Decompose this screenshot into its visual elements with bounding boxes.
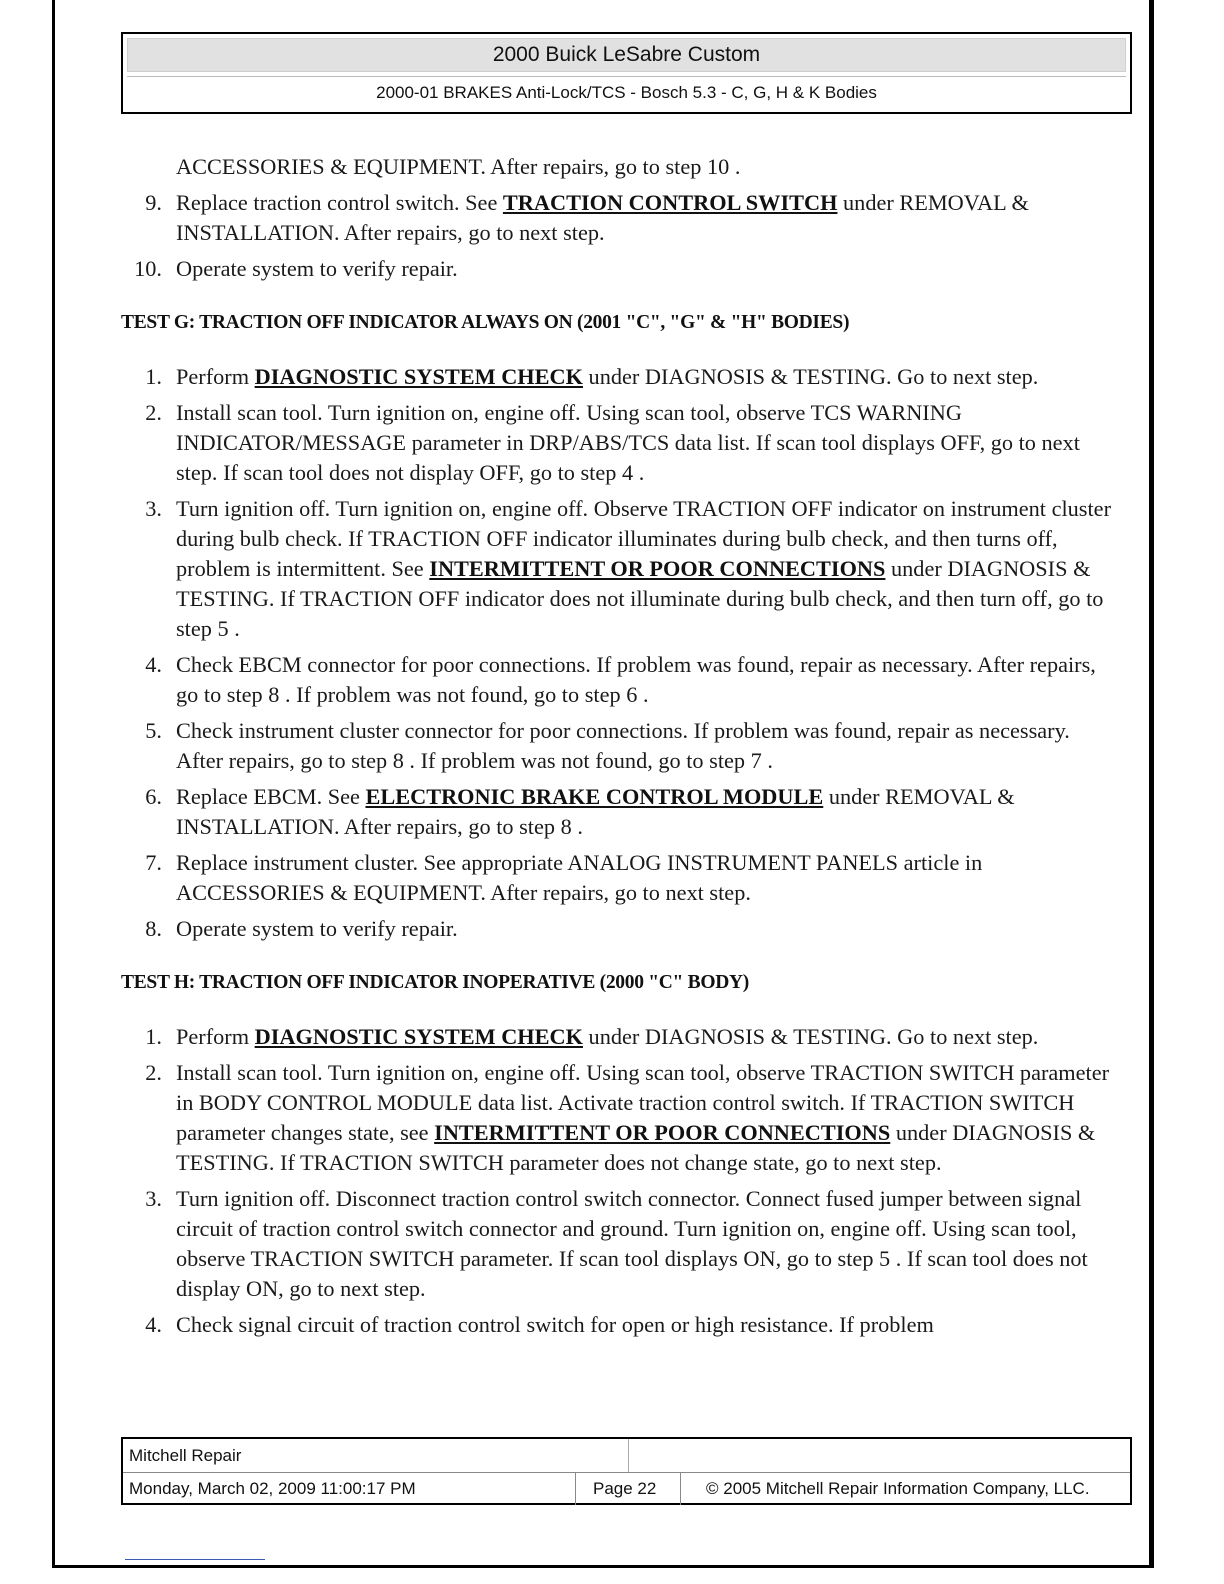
step-text-post: under REMOVAL & INSTALLATION. After repairs, go to next step.	[176, 190, 1029, 245]
top-step-list	[121, 188, 1111, 284]
test-g-heading: TEST G: TRACTION OFF INDICATOR ALWAYS ON (2001 "C", "G" & "H" BODIES)	[121, 312, 850, 333]
step-text-pre: Perform	[176, 1024, 255, 1049]
step-item	[121, 494, 1111, 644]
step-number: 1.	[145, 1024, 162, 1049]
document-body	[121, 152, 1111, 1346]
step-text: Turn ignition off. Disconnect traction control switch connector. Connect fused jumper between signal circuit of traction control switch connector and ground. Turn ignition on, engine off. Using scan tool, observe TRACTION SWITCH parameter. If scan tool displays ON, go to step 5 . If scan tool does not display ON, go to next step.	[176, 1186, 1088, 1301]
step-number: 1.	[145, 364, 162, 389]
step-text-post: under DIAGNOSIS & TESTING. If TRACTION OFF indicator does not illuminate during bulb check, and then turn off, go to step 5 .	[176, 556, 1104, 641]
bottom-rule	[125, 1559, 265, 1560]
step-text: Check EBCM connector for poor connections. If problem was found, repair as necessary. After repairs, go to step 8 . If problem was not found, go to step 6 .	[176, 652, 1096, 707]
step-item	[121, 848, 1111, 908]
step-text: Operate system to verify repair.	[176, 916, 458, 941]
cross-reference-link[interactable]: TRACTION CONTROL SWITCH	[502, 190, 838, 215]
test-h-heading: TEST H: TRACTION OFF INDICATOR INOPERATIVE (2000 "C" BODY)	[121, 972, 749, 993]
document-header	[121, 32, 1132, 114]
step-number: 3.	[145, 1186, 162, 1211]
step-text-post: under REMOVAL & INSTALLATION. After repairs, go to step 8 .	[176, 784, 1015, 839]
step-text-pre: Replace EBCM. See	[176, 784, 366, 809]
step-number: 3.	[145, 496, 162, 521]
step-text: Check instrument cluster connector for poor connections. If problem was found, repair as necessary. After repairs, go to step 8 . If problem was not found, go to step 7 .	[176, 718, 1070, 773]
step-text-pre: Install scan tool. Turn ignition on, engine off. Using scan tool, observe TRACTION SWITCH parameter in BODY CONTROL MODULE data list. Activate traction control switch. If TRACTION SWITCH parameter changes state, see	[176, 1060, 1110, 1145]
step-item	[121, 362, 1111, 392]
step-text	[176, 784, 1015, 839]
step-item	[121, 1310, 1111, 1340]
step-text-post: under DIAGNOSIS & TESTING. Go to next step.	[582, 1024, 1039, 1049]
step-number: 4.	[145, 652, 162, 677]
step-number: 7.	[145, 850, 162, 875]
step-text-post: under DIAGNOSIS & TESTING. If TRACTION SWITCH parameter does not change state, go to next step.	[176, 1120, 1096, 1175]
step-text-pre: Perform	[176, 364, 255, 389]
step-item	[121, 914, 1111, 944]
step-number: 2.	[145, 400, 162, 425]
step-number: 5.	[145, 718, 162, 743]
step-number: 2.	[145, 1060, 162, 1085]
step-text: Check signal circuit of traction control switch for open or high resistance. If problem	[176, 1312, 934, 1337]
step-text: Install scan tool. Turn ignition on, engine off. Using scan tool, observe TCS WARNING INDICATOR/MESSAGE parameter in DRP/ABS/TCS data list. If scan tool displays OFF, go to next step. If scan tool does not display OFF, go to step 4 .	[176, 400, 1080, 485]
step-item	[121, 254, 1111, 284]
step-item	[121, 716, 1111, 776]
footer-brand: Mitchell Repair	[129, 1446, 242, 1465]
test-h-step-list	[121, 1022, 1111, 1340]
footer-copyright: © 2005 Mitchell Repair Information Company, LLC.	[706, 1479, 1090, 1498]
step-text	[176, 496, 1111, 641]
step-number: 9.	[145, 190, 162, 215]
footer-page-number: Page 22	[593, 1479, 657, 1498]
document-subtitle: 2000-01 BRAKES Anti-Lock/TCS - Bosch 5.3 - C, G, H & K Bodies	[127, 76, 1126, 109]
step-text	[176, 364, 1038, 389]
step-number: 4.	[145, 1312, 162, 1337]
step-item	[121, 1022, 1111, 1052]
step-text: Operate system to verify repair.	[176, 256, 458, 281]
step-text	[176, 1024, 1038, 1049]
step-text-pre: Replace traction control switch. See	[176, 190, 503, 215]
cross-reference-link[interactable]: INTERMITTENT OR POOR CONNECTIONS	[434, 1120, 891, 1145]
cross-reference-link[interactable]: DIAGNOSTIC SYSTEM CHECK	[254, 1024, 583, 1049]
step-text	[176, 190, 1029, 245]
step-item	[121, 650, 1111, 710]
step-item	[121, 188, 1111, 248]
step-text-pre: Turn ignition off. Turn ignition on, engine off. Observe TRACTION OFF indicator on instrument cluster during bulb check. If TRACTION OFF indicator illuminates during bulb check, and then turns off, problem is intermittent. See	[176, 496, 1111, 581]
step-text: Replace instrument cluster. See appropriate ANALOG INSTRUMENT PANELS article in ACCESSORIES & EQUIPMENT. After repairs, go to next step.	[176, 850, 983, 905]
step-item	[121, 1058, 1111, 1178]
cross-reference-link[interactable]: INTERMITTENT OR POOR CONNECTIONS	[429, 556, 886, 581]
step-item	[121, 398, 1111, 488]
footer-date: Monday, March 02, 2009 11:00:17 PM	[129, 1479, 416, 1498]
document-title: 2000 Buick LeSabre Custom	[127, 38, 1126, 72]
step-item	[121, 1184, 1111, 1304]
document-footer	[121, 1437, 1132, 1505]
step-text	[176, 1060, 1109, 1175]
step-item	[121, 782, 1111, 842]
step-text-post: under DIAGNOSIS & TESTING. Go to next step.	[582, 364, 1039, 389]
cross-reference-link[interactable]: DIAGNOSTIC SYSTEM CHECK	[254, 364, 583, 389]
step-number: 8.	[145, 916, 162, 941]
step-number: 10.	[134, 256, 162, 281]
cross-reference-link[interactable]: ELECTRONIC BRAKE CONTROL MODULE	[365, 784, 824, 809]
test-g-step-list	[121, 362, 1111, 944]
continued-text: ACCESSORIES & EQUIPMENT. After repairs, go to step 10 .	[176, 154, 741, 179]
step-number: 6.	[145, 784, 162, 809]
